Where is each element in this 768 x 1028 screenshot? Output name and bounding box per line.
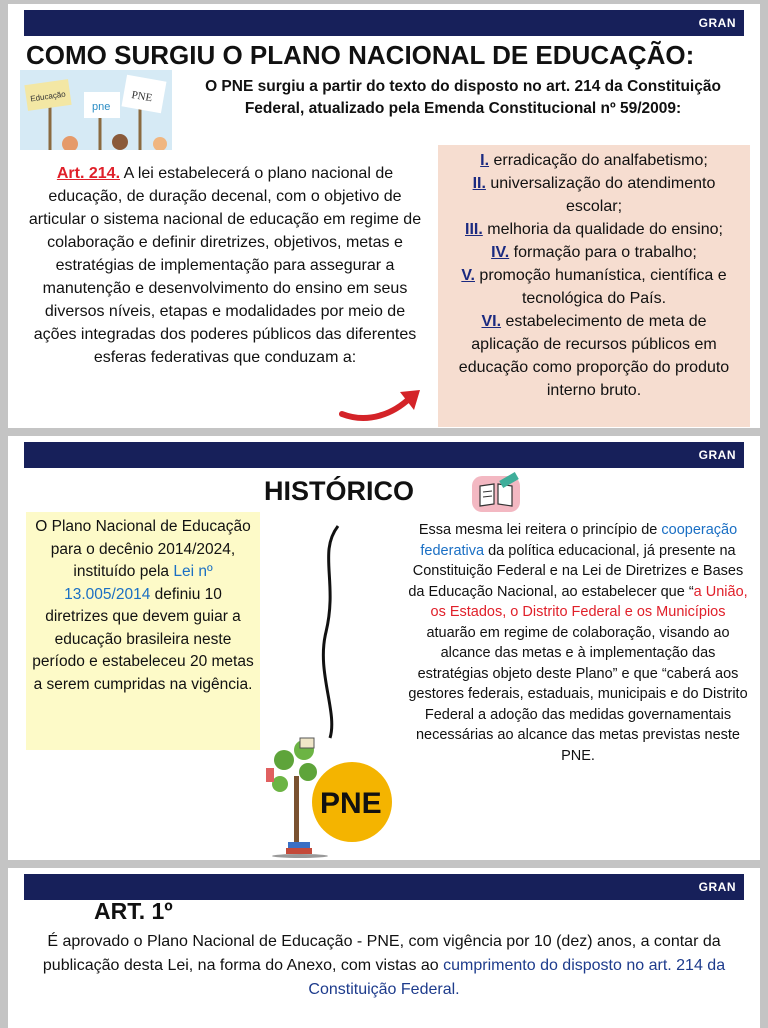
cooperacao-link[interactable]: cooperação federativa: [420, 522, 738, 559]
article-body: A lei estabelecerá o plano nacional de educação, de duração decenal, com o objetivo de articular o sistema nacional de educação em regime de colaboração e definir diretrizes, objetivos, metas e estratégias de implementação para assegurar a manutenção e desenvolvimento do ensino em seus diversos níveis, etapas e modalidades por meio de ações integradas dos poderes públicos das diferentes esferas federativas que conduzam a:: [28, 165, 422, 366]
slide-2: [8, 436, 760, 860]
inciso-item: V. promoção humanística, científica e tecnológica do País.: [461, 267, 727, 307]
red-arrow-icon: [338, 384, 424, 424]
protest-illustration: [20, 70, 172, 150]
header-bar: [24, 874, 744, 900]
inciso-item: IV. formação para o trabalho;: [491, 244, 697, 261]
inciso-item: I. erradicação do analfabetismo;: [480, 152, 708, 169]
incisos-box: [438, 145, 750, 427]
pne-tree-illustration: [260, 736, 392, 858]
sign-pne-large: PNE: [130, 88, 154, 105]
slide-1: [8, 4, 760, 428]
brace-divider: [308, 522, 348, 742]
header-bar: [24, 442, 744, 468]
article-1-text: É aprovado o Plano Nacional de Educação - PNE, com vigência por 10 (dez) anos, a contar da publicação desta Lei, na forma do Anexo, com vistas ao cumprimento do disposto no art. 214 da Constituição Federal.: [42, 933, 726, 998]
cooperacao-text: Essa mesma lei reitera o princípio de cooperação federativa da política educacional, já presente na Constituição Federal e na Lei de Diretrizes e Bases da Educação Nacional, ao estabelecer que “a União, os Estados, o Distrito Federal e os Municípios atuarão em regime de colaboração, visando ao alcance das metas e à implementação das estratégias objeto deste Plano” e que “caberá aos gestores federais, estaduais, municipais e do Distrito Federal a adoção das medidas governamentais necessárias ao alcance das metas previstas neste PNE.: [408, 522, 748, 764]
brand-logo: GRAN: [698, 448, 736, 462]
article-214-text: [26, 162, 424, 369]
sign-pne-small: pne: [92, 101, 111, 113]
brand-logo: GRAN: [698, 880, 736, 894]
header-bar: [24, 10, 744, 36]
slide-title: ART. 1º: [94, 898, 173, 924]
slide-title: COMO SURGIU O PLANO NACIONAL DE EDUCAÇÃO:: [26, 40, 695, 70]
intro-text: O PNE surgiu a partir do texto do disposto no art. 214 da Constituição Federal, atualizado pela Emenda Constitucional nº 59/2009:: [205, 78, 721, 117]
historico-summary: O Plano Nacional de Educação para o decênio 2014/2024, instituído pela Lei nº 13.005/2014 definiu 10 diretrizes que devem guiar a educação brasileira neste período e estabeleceu 20 metas a serem cumpridas na vigência.: [26, 512, 260, 750]
inciso-item: VI. estabelecimento de meta de aplicação de recursos públicos em educação como proporção do produto interno bruto.: [458, 313, 730, 399]
slide-3: [8, 868, 760, 1028]
inciso-item: III. melhoria da qualidade do ensino;: [465, 221, 723, 238]
inciso-item: II. universalização do atendimento escolar;: [472, 175, 716, 215]
law-link[interactable]: Lei nº 13.005/2014: [64, 563, 213, 603]
art214-reference: cumprimento do disposto no art. 214 da Constituição Federal.: [308, 957, 726, 998]
slide-title: HISTÓRICO: [264, 476, 415, 506]
book-icon: [470, 472, 522, 514]
article-label: Art. 214.: [56, 165, 121, 182]
entes-federativos-text: a União, os Estados, o Distrito Federal e os Municípios: [430, 583, 748, 620]
pne-badge-text: PNE: [320, 787, 382, 820]
brand-logo: GRAN: [698, 16, 736, 30]
sign-educacao: Educação: [29, 89, 67, 104]
